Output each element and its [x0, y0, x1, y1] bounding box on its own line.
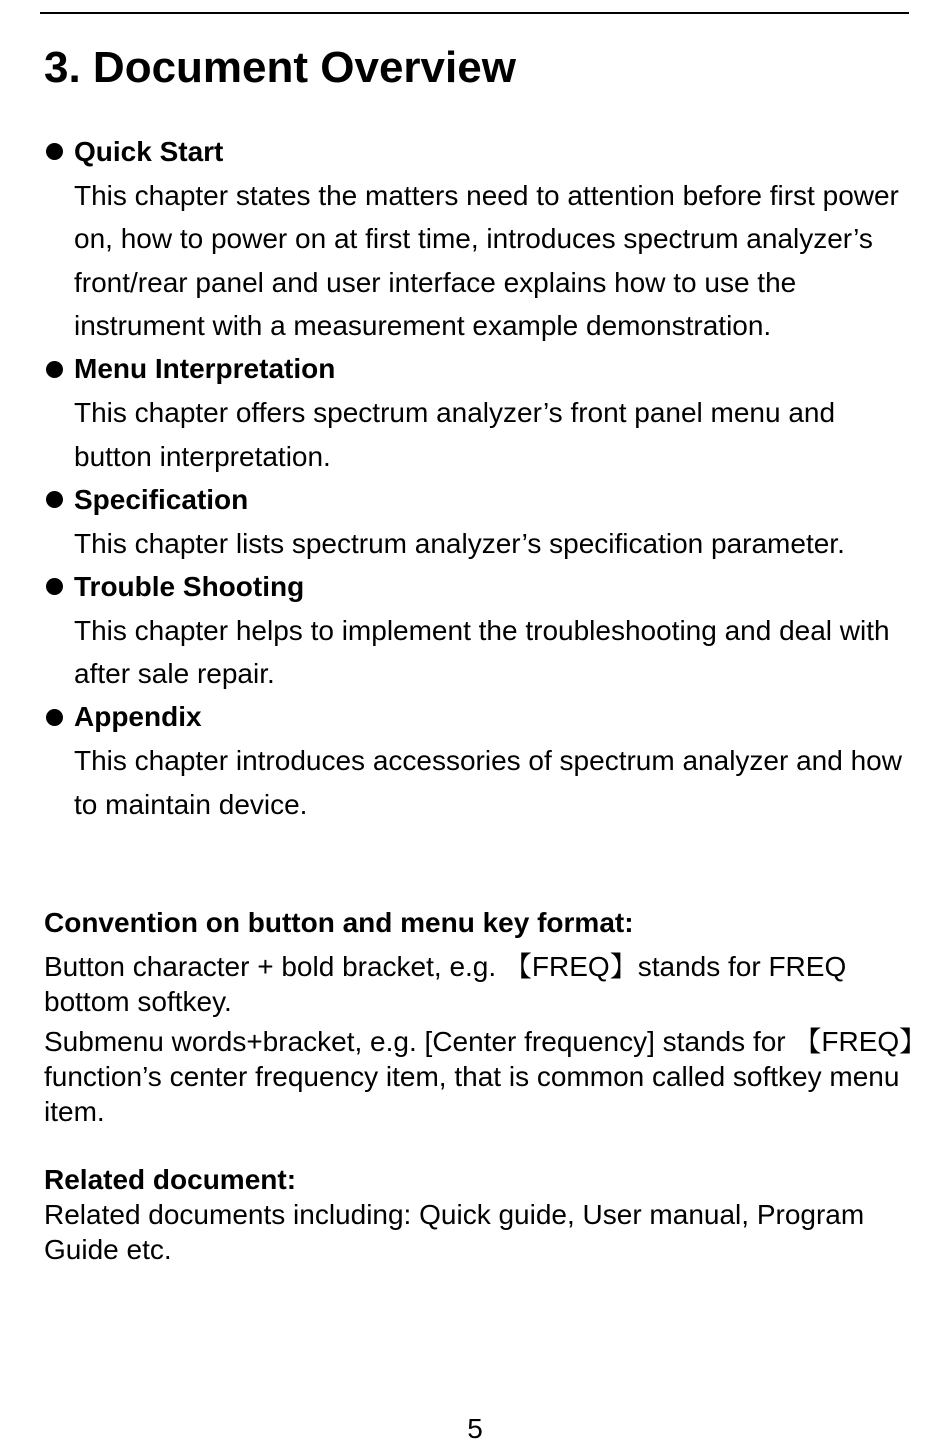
- convention-paragraph: Button character + bold bracket, e.g. 【FREQ】stands for FREQ bottom softkey.: [44, 951, 847, 1017]
- bullet-icon: [46, 361, 63, 378]
- chapter-item: [44, 696, 904, 827]
- page-title: 3. Document Overview: [44, 43, 516, 92]
- chapter-title: Trouble Shooting: [74, 570, 305, 602]
- chapter-list: [44, 130, 904, 826]
- chapter-description: This chapter introduces accessories of spectrum analyzer and how to maintain device.: [74, 745, 902, 820]
- chapter-title: Specification: [74, 483, 249, 515]
- related-heading: Related document:: [44, 1164, 297, 1195]
- page-number: 5: [467, 1413, 483, 1444]
- chapter-item: [44, 478, 904, 565]
- bullet-icon: [46, 578, 63, 595]
- chapter-item: [44, 348, 904, 479]
- related-text: Related documents including: Quick guide, User manual, Program Guide etc.: [44, 1199, 865, 1265]
- chapter-heading: [44, 696, 904, 740]
- convention-heading: Convention on button and menu key format:: [44, 907, 634, 938]
- bullet-icon: [46, 709, 63, 726]
- chapter-description: This chapter helps to implement the troubleshooting and deal with after sale repair.: [74, 614, 890, 689]
- chapter-description: This chapter offers spectrum analyzer’s front panel menu and button interpretation.: [74, 397, 836, 472]
- bullet-icon: [46, 143, 63, 160]
- chapter-description: This chapter lists spectrum analyzer’s specification parameter.: [74, 527, 845, 559]
- chapter-title: Quick Start: [74, 135, 224, 167]
- chapter-item: [44, 130, 904, 348]
- convention-paragraph: Submenu words+bracket, e.g. [Center frequency] stands for 【FREQ】function’s center frequency item, that is common called softkey menu item.: [44, 1026, 914, 1127]
- chapter-heading: [44, 478, 904, 522]
- chapter-title: Menu Interpretation: [74, 353, 336, 385]
- chapter-heading: [44, 565, 904, 609]
- chapter-heading: [44, 348, 904, 392]
- bullet-icon: [46, 491, 63, 508]
- chapter-heading: [44, 130, 904, 174]
- chapter-description: This chapter states the matters need to attention before first power on, how to power on at first time, introduces spectrum analyzer’s front/rear panel and user interface explains how to use the instrument with a measurement example demonstration.: [74, 179, 899, 341]
- top-rule: [40, 12, 909, 14]
- chapter-title: Appendix: [74, 701, 202, 733]
- chapter-item: [44, 565, 904, 696]
